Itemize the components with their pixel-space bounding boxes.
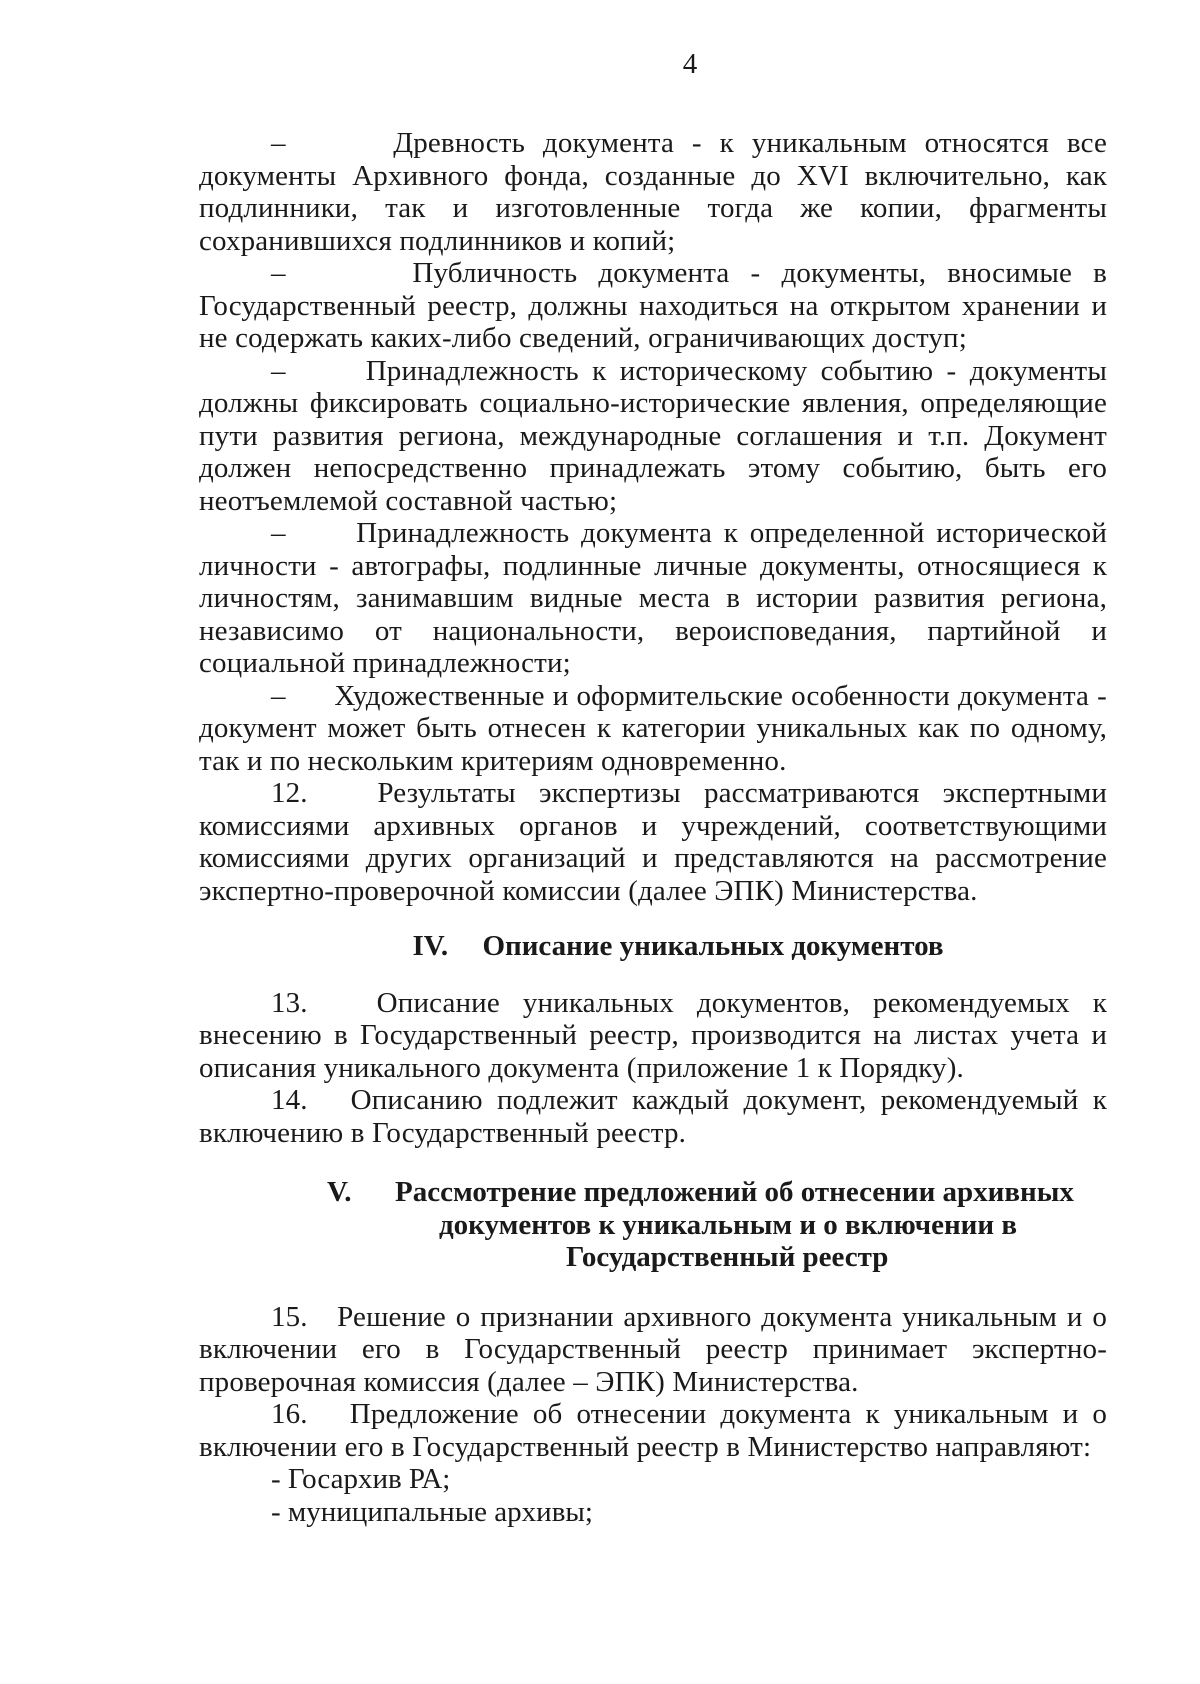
section-v-title-line-2: документов к уникальным и о включении в — [439, 1208, 1018, 1241]
section-iv-title: Описание уникальных документов — [482, 930, 944, 962]
paragraph-publicity: – Публичность документа - документы, вносимые в Государственный реестр, должны находиться на открытом хранении и не содержать каких-либо сведений, ограничивающих доступ; — [199, 257, 1107, 354]
section-iv-heading — [199, 930, 1107, 963]
paragraph-antiquity: – Древность документа - к уникальным относятся все документы Архивного фонда, созданные до XVI включительно, как подлинники, так и изготовленные тогда же копии, фрагменты сохранившихся подлинников и копий; — [199, 127, 1107, 257]
section-v-title-line-3: Государственный реестр — [566, 1241, 889, 1273]
list-item: - Госархив РА; — [271, 1463, 451, 1495]
paragraph-artistic-features: – Художественные и оформительские особенности документа - документ может быть отнесен к категории уникальных как по одному, так и по нескольким критериям одновременно. — [199, 679, 1107, 777]
section-v-heading — [199, 1176, 1107, 1274]
list-item: - муниципальные архивы; — [271, 1495, 593, 1528]
section-v-title-line-1-text: Рассмотрение предложений об отнесении архивных — [395, 1176, 1074, 1208]
page-number: 4 — [682, 48, 698, 80]
paragraph-15: 15. Решение о признании архивного документа уникальным и о включении его в Государственный реестр принимает экспертно-проверочная комиссия (далее – ЭПК) Министерства. — [199, 1300, 1107, 1398]
paragraph-historical-event: – Принадлежность к историческому событию - документы должны фиксировать социально-исторические явления, определяющие пути развития региона, международные соглашения и т.п. Документ должен непосредственно принадлежать этому событию, быть его неотъемлемой составной частью; — [199, 354, 1107, 517]
section-v-number: V. — [327, 1176, 352, 1208]
paragraph-14: 14. Описанию подлежит каждый документ, рекомендуемый к включению в Государственный реестр. — [199, 1084, 1107, 1149]
paragraph-16: 16. Предложение об отнесении документа к уникальным и о включении его в Государственный реестр в Министерство направляют: — [199, 1398, 1107, 1463]
paragraph-12: 12. Результаты экспертизы рассматриваются экспертными комиссиями архивных органов и учреждений, соответствующими комиссиями других организаций и представляются на рассмотрение экспертно-проверочной комиссии (далее ЭПК) Министерства. — [199, 777, 1107, 907]
section-iv-number: IV. — [412, 930, 449, 962]
paragraph-historical-person: – Принадлежность документа к определенной исторической личности - автографы, подлинные личные документы, относящиеся к личностям, занимавшим видные места в истории развития региона, независимо от национальности, вероисповедания, партийной и социальной принадлежности; — [199, 517, 1107, 679]
section-v-title-line-1 — [199, 1176, 1107, 1209]
document-body — [199, 127, 1107, 1528]
paragraph-13: 13. Описание уникальных документов, рекомендуемых к внесению в Государственный реестр, производится на листах учета и описания уникального документа (приложение 1 к Порядку). — [199, 986, 1107, 1084]
